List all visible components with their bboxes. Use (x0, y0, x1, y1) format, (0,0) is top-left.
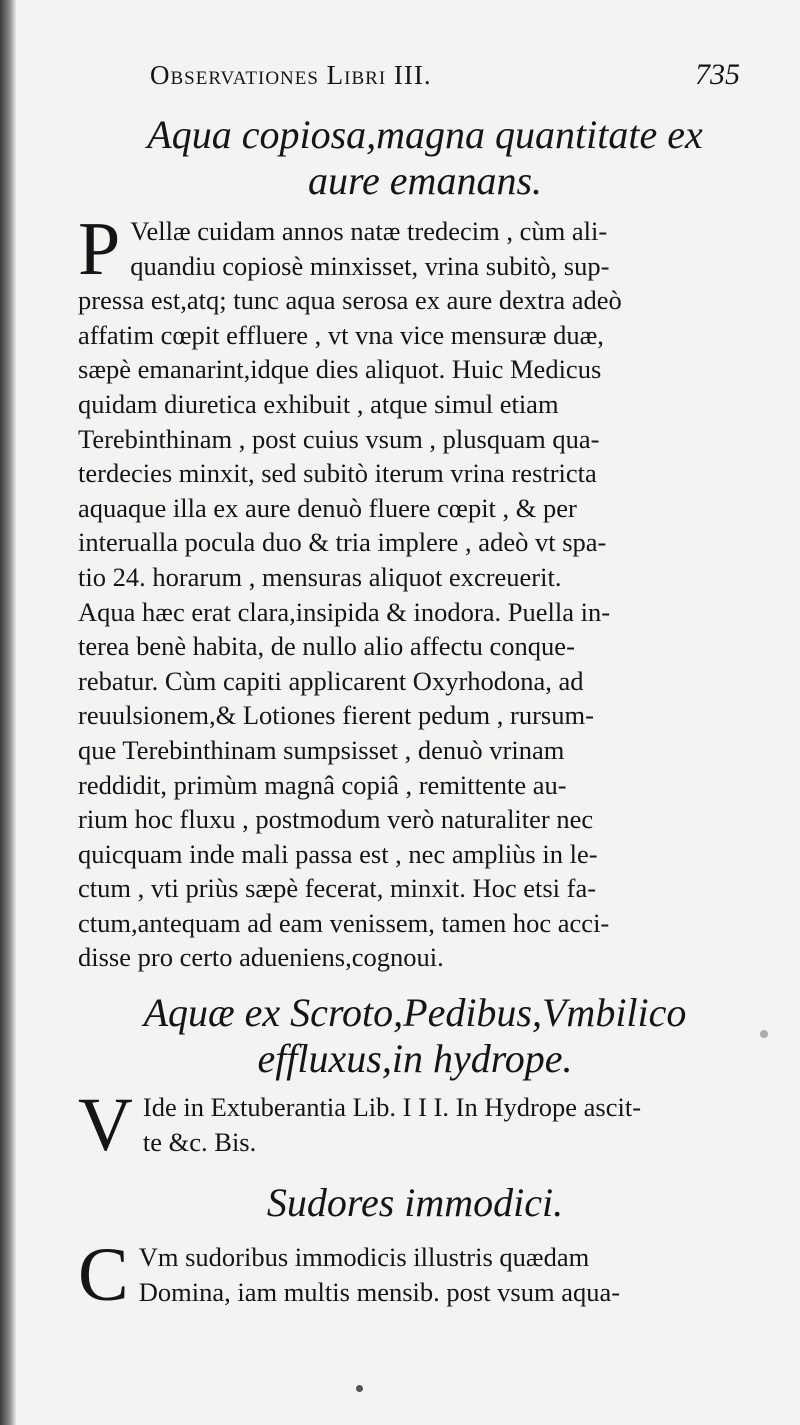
text-line: rebatur. Cùm capiti applicarent Oxyrhodona, ad (78, 665, 584, 696)
text-line: que Terebinthinam sumpsisset , denuò vrinam (78, 734, 565, 765)
text-line: ctum,antequam ad eam venissem, tamen hoc acci- (78, 907, 610, 938)
text-line: quandiu copiosè minxisset, vrina subitò, sup- (130, 250, 610, 281)
section-title-line: aure emanans. (307, 158, 543, 203)
section-title-line: Aquæ ex Scroto,Pedibus,Vmbilico (143, 990, 687, 1035)
ink-speck (760, 1030, 768, 1038)
text-line: terdecies minxit, sed subitò iterum vrina restricta (78, 458, 597, 489)
ink-speck (356, 1385, 363, 1392)
text-line: affatim cœpit effluere , vt vna vice mensuræ duæ, (78, 319, 604, 350)
page-gutter-shadow (0, 0, 16, 1425)
text-line: Vellæ cuidam annos natæ tredecim , cùm ali- (130, 216, 608, 246)
text-line: terea benè habita, de nullo alio affectu conque- (78, 631, 575, 662)
drop-cap: V (78, 1083, 133, 1167)
text-line: tio 24. horarum , mensuras aliquot excreuerit. (78, 561, 562, 592)
page-number: 735 (695, 58, 740, 91)
text-line: quidam diuretica exhibuit , atque simul etiam (78, 388, 559, 419)
section-body-aquae-ex-scroto (78, 1083, 728, 1167)
drop-cap: P (78, 207, 121, 291)
page-header (150, 58, 740, 92)
text-line: rium hoc fluxu , postmodum verò naturaliter nec (78, 804, 594, 835)
text-line: disse pro certo adueniens,cognoui. (78, 942, 444, 973)
text-line: pressa est,atq; tunc aqua serosa ex aure dextra adeò (78, 285, 622, 316)
text-line: ctum , vti priùs sæpè fecerat, minxit. Hoc etsi fa- (78, 873, 597, 904)
section-title-line: Sudores immodici. (266, 1180, 564, 1225)
text-line: Domina, iam multis mensib. post vsum aqua- (138, 1276, 621, 1307)
text-line: te &c. Bis. (142, 1126, 257, 1157)
section-body-sudores-immodici (78, 1233, 778, 1317)
text-line: quicquam inde mali passa est , nec ampliùs in le- (78, 838, 598, 869)
text-line: reuulsionem,& Lotiones fierent pedum , rursum- (78, 700, 594, 731)
text-line: Ide in Extuberantia Lib. I I I. In Hydrope ascit- (142, 1092, 642, 1122)
section-title-aqua-copiosa (90, 112, 760, 204)
running-head: Observationes Libri III. (150, 60, 432, 90)
text-line: Vm sudoribus immodicis illustris quædam (138, 1242, 590, 1272)
section-title-line: effluxus,in hydrope. (257, 1036, 573, 1081)
section-title-sudores-immodici (90, 1180, 740, 1226)
drop-cap: C (78, 1233, 129, 1317)
section-title-aquae-ex-scroto (90, 990, 740, 1082)
text-line: aquaque illa ex aure denuò fluere cœpit , & per (78, 492, 577, 523)
text-line: Terebinthinam , post cuius vsum , plusquam qua- (78, 423, 600, 454)
section-title-line: Aqua copiosa,magna quantitate ex (147, 112, 703, 157)
section-body-aqua-copiosa (78, 207, 728, 975)
text-line: interualla pocula duo & tria implere , adeò vt spa- (78, 527, 607, 558)
text-line: reddidit, primùm magnâ copiâ , remittente au- (78, 769, 567, 800)
text-line: sæpè emanarint,idque dies aliquot. Huic Medicus (78, 354, 602, 385)
text-line: Aqua hæc erat clara,insipida & inodora. Puella in- (78, 596, 611, 627)
